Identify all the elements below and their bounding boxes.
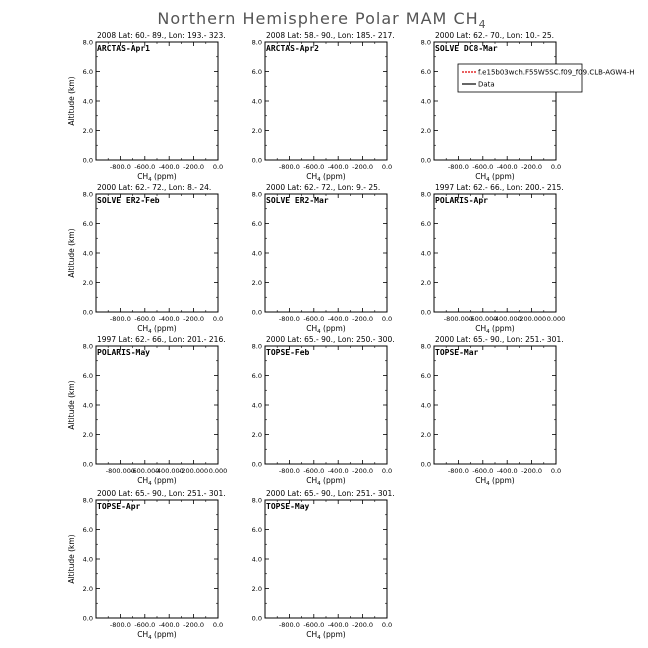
y-tick-label: 6.0 (420, 68, 431, 76)
y-tick-label: 0.0 (420, 308, 431, 317)
y-tick-label: 2.0 (82, 585, 93, 593)
chart-panel (67, 31, 226, 183)
chart-panel (67, 489, 226, 641)
panel-header: 2000 Lat: 65.- 90., Lon: 250.- 300. (266, 335, 395, 344)
y-tick-label: 6.0 (251, 220, 262, 228)
x-tick-label: -400.000 (154, 467, 184, 475)
y-tick-label: 4.0 (82, 555, 93, 564)
y-tick-label: 2.0 (251, 585, 262, 593)
y-tick-label: 2.0 (251, 127, 262, 135)
panel-label: POLARIS-Apr (435, 196, 488, 205)
plot-frame (265, 194, 387, 312)
y-axis-label: Altitude (km) (67, 534, 76, 584)
x-tick-label: -800.0 (447, 163, 469, 171)
x-tick-label: -200.0 (352, 467, 374, 475)
x-tick-label: -400.0 (327, 467, 349, 475)
panel-header: 1997 Lat: 62.- 66., Lon: 200.- 215. (435, 183, 564, 192)
y-tick-label: 8.0 (420, 342, 431, 351)
chart-panel (67, 183, 223, 335)
y-tick-label: 8.0 (251, 190, 262, 199)
x-tick-label: -600.0 (472, 467, 494, 475)
y-tick-label: 2.0 (420, 279, 431, 287)
x-tick-label: 0.0 (381, 467, 393, 475)
panel-header: 2000 Lat: 62.- 72., Lon: 9.- 25. (266, 183, 381, 192)
y-tick-label: 0.0 (420, 156, 431, 165)
panel-header: 1997 Lat: 62.- 66., Lon: 201.- 216. (97, 335, 226, 344)
x-tick-label: -200.0 (352, 163, 374, 171)
y-tick-label: 0.0 (82, 614, 93, 623)
x-tick-label: -400.0 (496, 163, 518, 171)
x-tick-label: -200.0 (352, 315, 374, 323)
panel-label: TOPSE-Apr (97, 502, 141, 511)
x-tick-label: -600.0 (303, 163, 325, 171)
y-tick-label: 6.0 (420, 372, 431, 380)
panel-header: 2008 Lat: 60.- 89., Lon: 193.- 323. (97, 31, 226, 40)
y-axis-label: Altitude (km) (67, 228, 76, 278)
y-tick-label: 0.0 (82, 156, 93, 165)
x-tick-label: -200.0 (521, 163, 543, 171)
panel-label: SOLVE DC8-Mar (435, 44, 498, 53)
y-tick-label: 0.0 (251, 614, 262, 623)
x-tick-label: -400.0 (158, 315, 180, 323)
x-axis-label: $CH_4$ (ppm) (137, 630, 177, 641)
y-tick-label: 6.0 (82, 526, 93, 534)
x-tick-label: 0.0 (381, 315, 393, 323)
y-tick-label: 2.0 (82, 279, 93, 287)
y-tick-label: 2.0 (82, 431, 93, 439)
panel-label: POLARIS-May (97, 348, 150, 357)
x-tick-label: 0.0 (212, 163, 224, 171)
legend-entry: Data (478, 80, 495, 89)
x-tick-label: 0.0 (212, 621, 224, 629)
x-tick-label: -600.0 (134, 163, 156, 171)
y-tick-label: 2.0 (420, 127, 431, 135)
y-tick-label: 2.0 (82, 127, 93, 135)
x-tick-label: 0.0 (381, 163, 393, 171)
y-tick-label: 6.0 (82, 220, 93, 228)
y-tick-label: 2.0 (251, 279, 262, 287)
x-axis-label: $CH_4$ (ppm) (475, 172, 515, 183)
y-axis-label: Altitude (km) (67, 76, 76, 126)
y-tick-label: 8.0 (82, 38, 93, 47)
x-tick-label: -400.0 (158, 163, 180, 171)
x-tick-label: -800.000 (443, 315, 474, 323)
x-tick-label: -400.000 (492, 315, 522, 323)
x-axis-label: $CH_4$ (ppm) (306, 630, 346, 641)
legend-entry: f.e15b03wch.F55W5SC.f09_f09.CLB-AGW4-H (478, 68, 635, 77)
y-tick-label: 6.0 (251, 526, 262, 534)
y-tick-label: 4.0 (251, 401, 262, 410)
x-tick-label: -800.0 (109, 315, 131, 323)
x-axis-label: $CH_4$ (ppm) (306, 324, 346, 335)
x-tick-label: -800.0 (109, 163, 131, 171)
y-tick-label: 8.0 (420, 190, 431, 199)
plot-frame (265, 500, 387, 618)
panel-label: SOLVE ER2-Feb (97, 196, 160, 205)
y-tick-label: 8.0 (251, 38, 262, 47)
plot-frame (265, 42, 387, 160)
figure-title (157, 9, 486, 31)
y-tick-label: 4.0 (251, 555, 262, 564)
panel-label: ARCTAS-Apr1 (97, 44, 150, 53)
panel-label: ARCTAS-Apr2 (266, 44, 319, 53)
figure-title-subscript: 4 (478, 18, 487, 31)
chart-panel (67, 335, 227, 487)
plot-frame (96, 42, 218, 160)
y-tick-label: 4.0 (420, 249, 431, 258)
y-axis-label: Altitude (km) (67, 380, 76, 430)
x-axis-label: $CH_4$ (ppm) (137, 324, 177, 335)
y-tick-label: 8.0 (420, 38, 431, 47)
x-tick-label: -200.0 (521, 467, 543, 475)
y-tick-label: 6.0 (420, 220, 431, 228)
legend (458, 64, 635, 92)
y-tick-label: 0.0 (251, 460, 262, 469)
x-tick-label: -200.0 (183, 315, 205, 323)
x-tick-label: -200.000 (178, 467, 209, 475)
x-tick-label: -600.0 (303, 467, 325, 475)
y-tick-label: 0.0 (82, 308, 93, 317)
panel-label: TOPSE-Mar (435, 348, 479, 357)
y-tick-label: 4.0 (82, 97, 93, 106)
chart-panel (421, 335, 564, 487)
y-tick-label: 8.0 (251, 342, 262, 351)
x-tick-label: -600.0 (303, 315, 325, 323)
y-tick-label: 8.0 (82, 342, 93, 351)
x-tick-label: -800.0 (278, 163, 300, 171)
chart-panel (252, 489, 395, 641)
y-tick-label: 6.0 (251, 68, 262, 76)
x-tick-label: -200.0 (352, 621, 374, 629)
x-tick-label: 0.0 (381, 621, 393, 629)
x-axis-label: $CH_4$ (ppm) (137, 476, 177, 487)
x-axis-label: $CH_4$ (ppm) (475, 476, 515, 487)
x-tick-label: -600.000 (468, 315, 498, 323)
y-tick-label: 4.0 (82, 249, 93, 258)
y-tick-label: 6.0 (82, 68, 93, 76)
panel-header: 2000 Lat: 65.- 90., Lon: 251.- 301. (435, 335, 564, 344)
x-tick-label: 0.0 (550, 163, 562, 171)
plot-frame (96, 500, 218, 618)
x-tick-label: -400.0 (496, 467, 518, 475)
x-tick-label: 0.0 (212, 315, 224, 323)
figure-title-main: Northern Hemisphere Polar MAM CH (157, 9, 479, 28)
y-tick-label: 4.0 (251, 97, 262, 106)
plot-frame (96, 194, 218, 312)
x-tick-label: -800.0 (109, 621, 131, 629)
x-tick-label: -600.0 (303, 621, 325, 629)
panel-label: TOPSE-May (266, 502, 310, 511)
x-tick-label: -800.0 (447, 467, 469, 475)
y-tick-label: 0.0 (251, 156, 262, 165)
chart-panel (252, 31, 395, 183)
y-tick-label: 8.0 (82, 496, 93, 505)
x-tick-label: -800.0 (278, 315, 300, 323)
y-tick-label: 4.0 (420, 97, 431, 106)
plot-frame (96, 346, 218, 464)
x-tick-label: -800.0 (278, 467, 300, 475)
y-tick-label: 8.0 (251, 496, 262, 505)
y-tick-label: 0.0 (420, 460, 431, 469)
plot-frame (434, 194, 556, 312)
x-axis-label: $CH_4$ (ppm) (306, 476, 346, 487)
y-tick-label: 4.0 (82, 401, 93, 410)
panel-label: SOLVE ER2-Mar (266, 196, 329, 205)
y-tick-label: 6.0 (251, 372, 262, 380)
plot-frame (265, 346, 387, 464)
panel-header: 2000 Lat: 62.- 70., Lon: 10.- 25. (435, 31, 555, 40)
chart-panel (252, 183, 393, 335)
x-tick-label: -600.000 (130, 467, 160, 475)
x-axis-label: $CH_4$ (ppm) (137, 172, 177, 183)
x-tick-label: -400.0 (327, 621, 349, 629)
y-tick-label: 4.0 (251, 249, 262, 258)
panel-header: 2008 Lat: 58.- 90., Lon: 185.- 217. (266, 31, 395, 40)
y-tick-label: 8.0 (82, 190, 93, 199)
x-tick-label: -600.0 (134, 621, 156, 629)
panel-label: TOPSE-Feb (266, 348, 310, 357)
panel-header: 2000 Lat: 62.- 72., Lon: 8.- 24. (97, 183, 212, 192)
panel-header: 2000 Lat: 65.- 90., Lon: 251.- 301. (266, 489, 395, 498)
y-tick-label: 2.0 (420, 431, 431, 439)
chart-panel (421, 183, 566, 335)
x-tick-label: -200.0 (183, 621, 205, 629)
x-tick-label: 0.000 (546, 315, 566, 323)
y-tick-label: 4.0 (420, 401, 431, 410)
x-axis-label: $CH_4$ (ppm) (306, 172, 346, 183)
x-tick-label: -200.0 (183, 163, 205, 171)
chart-panel (252, 335, 395, 487)
y-tick-label: 2.0 (251, 431, 262, 439)
x-tick-label: -600.0 (472, 163, 494, 171)
x-tick-label: -600.0 (134, 315, 156, 323)
x-tick-label: 0.0 (550, 467, 562, 475)
y-tick-label: 0.0 (82, 460, 93, 469)
plot-frame (434, 346, 556, 464)
chart-panel (421, 31, 635, 183)
x-tick-label: -800.0 (278, 621, 300, 629)
x-tick-label: -800.000 (105, 467, 136, 475)
plot-frame (434, 42, 556, 160)
panel-header: 2000 Lat: 65.- 90., Lon: 251.- 301. (97, 489, 226, 498)
x-tick-label: -400.0 (158, 621, 180, 629)
x-tick-label: -400.0 (327, 315, 349, 323)
panel-grid (67, 31, 635, 641)
x-tick-label: -200.000 (516, 315, 547, 323)
x-tick-label: -400.0 (327, 163, 349, 171)
x-axis-label: $CH_4$ (ppm) (475, 324, 515, 335)
y-tick-label: 6.0 (82, 372, 93, 380)
x-tick-label: 0.000 (208, 467, 228, 475)
y-tick-label: 0.0 (251, 308, 262, 317)
